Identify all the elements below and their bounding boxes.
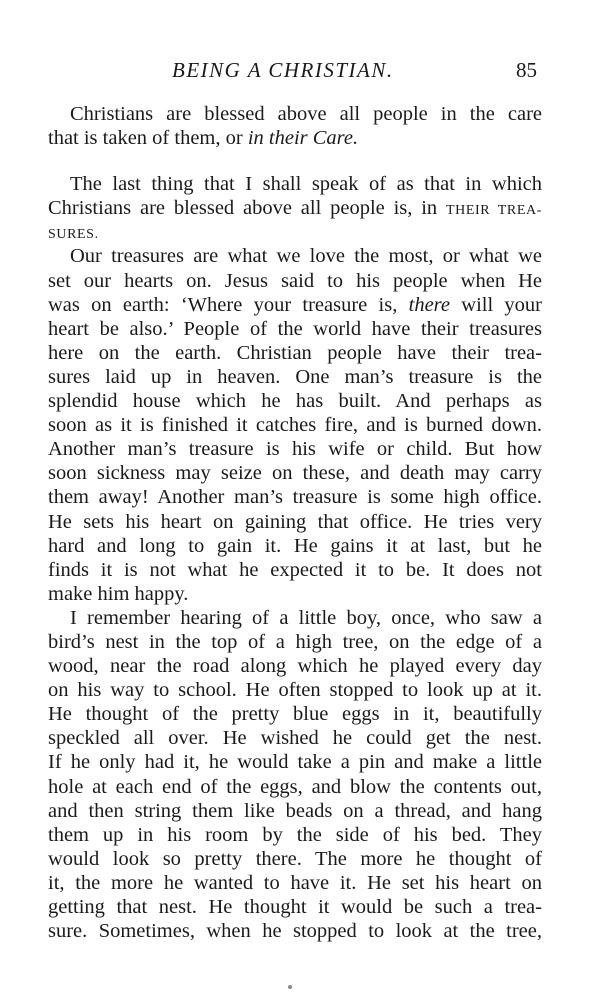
text-line: wood, near the road along which he played every day	[48, 655, 542, 678]
text-line: sure. Sometimes, when he stopped to look at the tree,	[48, 920, 542, 943]
text-line: heart be also.’ People of the world have their treasures	[48, 317, 542, 340]
text-line: here on the earth. Christian people have their trea-	[48, 341, 542, 364]
text-line: hole at each end of the eggs, and blow the contents out,	[48, 775, 542, 798]
text-line: them away! Another man’s treasure is some high office.	[48, 486, 542, 509]
text-line: getting that nest. He thought it would be such a trea-	[48, 896, 542, 918]
text-line: SURES.	[48, 227, 99, 243]
running-title: BEING A CHRISTIAN.	[172, 58, 394, 82]
text-line: I remember hearing of a little boy, once, who saw a	[70, 606, 542, 629]
text-line: soon sickness may seize on these, and death may carry	[48, 462, 542, 485]
text-line: set our hearts on. Jesus said to his people when He	[48, 269, 542, 292]
page-number: 85	[516, 58, 537, 82]
text-line: finds it is not what he expected it to be. It does not	[48, 558, 542, 581]
text-line: Christians are blessed above all people in the care	[70, 103, 542, 125]
text-line: The last thing that I shall speak of as that in which	[70, 173, 542, 196]
text-line: bird’s nest in the top of a high tree, on the edge of a	[48, 630, 542, 653]
paragraph-gap	[48, 150, 542, 172]
text-line: them up in his room by the side of his bed. They	[48, 823, 542, 846]
text-line: He sets his heart on gaining that office. He tries very	[48, 510, 542, 533]
text-line: sures laid up in heaven. One man’s treasure is the	[48, 365, 542, 388]
text-line: Another man’s treasure is his wife or child. But how	[48, 438, 542, 461]
text-line: on his way to school. He often stopped to look up at it.	[48, 679, 542, 702]
text-line: make him happy.	[48, 582, 189, 605]
text-line: speckled all over. He wished he could get the nest.	[48, 727, 542, 750]
text-line: Our treasures are what we love the most, or what we	[70, 245, 542, 268]
text-line: would look so pretty there. The more he thought of	[48, 847, 542, 870]
print-speck	[288, 985, 292, 989]
text-line: and then string them like beads on a thread, and hang	[48, 799, 542, 822]
text-line: was on earth: ‘Where your treasure is, there will your	[48, 293, 543, 316]
text-line: If he only had it, he would take a pin and make a little	[48, 751, 542, 774]
text-line: hard and long to gain it. He gains it at last, but he	[48, 534, 542, 557]
body-text	[48, 102, 542, 943]
text-line: Christians are blessed above all people is, in THEIR TREA-	[48, 197, 542, 220]
text-line: it, the more he wanted to have it. He set his heart on	[48, 871, 542, 894]
text-line: splendid house which he has built. And perhaps as	[48, 390, 542, 413]
text-line: that is taken of them, or in their Care.	[48, 127, 359, 150]
text-line: He thought of the pretty blue eggs in it, beautifully	[48, 703, 542, 726]
text-line: soon as it is finished it catches fire, and is burned down.	[48, 414, 542, 437]
